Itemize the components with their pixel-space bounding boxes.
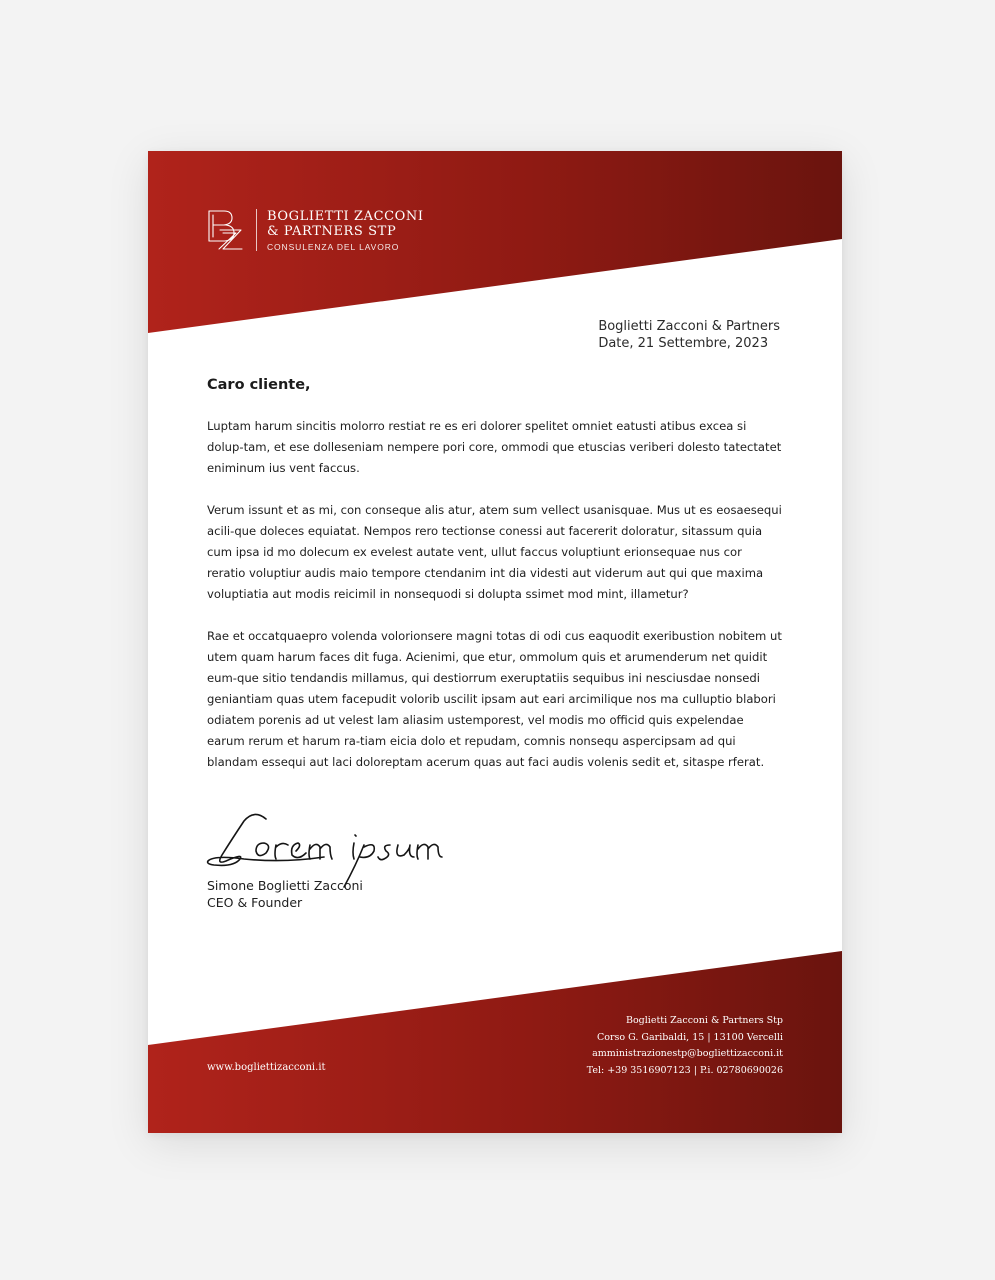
company-name-line1: BOGLIETTI ZACCONI bbox=[267, 208, 424, 224]
signer-block bbox=[207, 877, 363, 911]
signer-title: CEO & Founder bbox=[207, 895, 303, 910]
letter-date: Date, 21 Settembre, 2023 bbox=[598, 336, 769, 351]
footer-contact-block bbox=[587, 1013, 783, 1079]
sender-name: Boglietti Zacconi & Partners bbox=[598, 319, 780, 334]
sender-block bbox=[598, 318, 780, 352]
logo-divider bbox=[256, 209, 257, 251]
bz-monogram-icon bbox=[206, 208, 244, 252]
handwritten-signature bbox=[204, 799, 474, 889]
company-tagline: CONSULENZA DEL LAVORO bbox=[267, 241, 400, 252]
letterhead-page bbox=[148, 151, 842, 1133]
footer-website[interactable]: www.bogliettizacconi.it bbox=[207, 1062, 326, 1073]
company-name-block bbox=[267, 209, 424, 252]
company-name-line2: & PARTNERS STP bbox=[267, 223, 397, 239]
footer-phone-vat: Tel: +39 3516907123 | P.i. 02780690026 bbox=[586, 1064, 783, 1076]
footer-company: Boglietti Zacconi & Partners Stp bbox=[625, 1015, 783, 1026]
footer-email[interactable]: amministrazionestp@bogliettizacconi.it bbox=[592, 1048, 783, 1059]
letter-body bbox=[207, 416, 783, 794]
salutation: Caro cliente, bbox=[207, 377, 311, 393]
body-paragraph-3: Rae et occatquaepro volenda volorionsere magni totas di odi cus eaquodit exeribustion nobitem ut utem quam harum faces dit fuga. Acienimi, que etur, ommolum quis et arumenderum net quidit eum-que sitio tendandis millamus, qui destiorrum exeruptatiis sequibus ini nesciusdae nonsedi geniantiam quas utem facepudit volorib uscilit ipsam aut eari arcimilique nos ma culluptio blabori odiatem porenis ad ut velest lam aliasim ustemporest, vel modis mo officid quis expelendae earum rerum et harum ra-tiam eicia dolo et repudam, comnis nonsequ aspercipsam ad qui blandam essequi aut laci doloreptam acerum quas aut faci audis volenis sedit et, sitaspe rferat. bbox=[207, 629, 782, 769]
signer-name: Simone Boglietti Zacconi bbox=[207, 878, 363, 893]
company-logo bbox=[206, 208, 424, 252]
footer-address: Corso G. Garibaldi, 15 | 13100 Vercelli bbox=[597, 1031, 783, 1043]
body-paragraph-1: Luptam harum sincitis molorro restiat re es eri dolorer spelitet omniet eatusti atibus excea si dolup-tam, et ese dolleseniam nempere pori core, ommodi que etuscias veriberi dolesto tatectatet eniminum ius vent faccus. bbox=[207, 419, 782, 475]
body-paragraph-2: Verum issunt et as mi, con conseque alis atur, atem sum vellect usanisquae. Mus ut es eosaesequi acili-que doleces equiatat. Nempos rero tectionse conessi aut facererit doloratur, sitassum quia cum ipsa id mo dolecum ex evelest autate vent, ullut faccus voluptiunt erionsequae nus cor reratio voluptiur audis maio tempore ctendanim int dia videsti aut viderum aut qui que maxima voluptiatia aut modis reicimil in nonsequodi si dolupta ssimet mod mint, illametur? bbox=[207, 503, 782, 601]
